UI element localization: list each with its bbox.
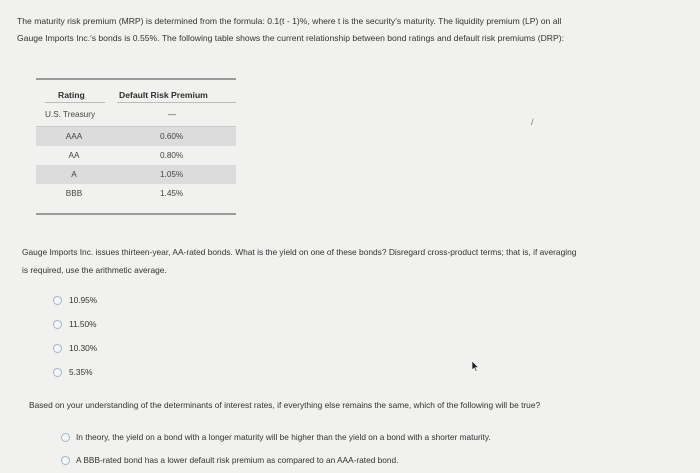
table-row	[36, 146, 236, 165]
question-2-prompt: Based on your understanding of the determinants of interest rates, if everything else remains the same, which of the following will be true?	[29, 400, 541, 410]
header-underline-drp	[117, 102, 236, 103]
q1-option-label: 11.50%	[69, 319, 97, 329]
q2-option-label: In theory, the yield on a bond with a longer maturity will be higher than the yield on a bond with a shorter maturity.	[76, 432, 491, 442]
question-1-line-2: is required, use the arithmetic average.	[22, 265, 167, 275]
q1-option-1[interactable]	[53, 295, 97, 305]
cell-rating: AAA	[65, 132, 83, 141]
cell-drp: 1.45%	[160, 189, 184, 198]
cell-drp: 0.80%	[160, 151, 184, 160]
header-rating: Rating	[58, 90, 85, 100]
radio-button[interactable]	[53, 368, 62, 377]
question-1-line-1: Gauge Imports Inc. issues thirteen-year, AA-rated bonds. What is the yield on one of these bonds? Disregard cross-product terms; that is, if averaging	[22, 247, 577, 257]
cell-drp: —	[168, 110, 177, 119]
q1-option-label: 5.35%	[69, 367, 93, 377]
q2-option-label: A BBB-rated bond has a lower default risk premium as compared to an AAA-rated bond.	[76, 455, 399, 465]
table-header	[36, 80, 236, 107]
cell-rating: U.S. Treasury	[45, 110, 96, 119]
q1-option-label: 10.95%	[69, 295, 98, 305]
q1-option-2[interactable]	[53, 319, 97, 329]
q1-option-3[interactable]	[53, 343, 97, 353]
table-bottom-rule	[36, 213, 236, 215]
q1-option-4[interactable]	[53, 367, 93, 377]
cell-drp: 0.60%	[160, 132, 184, 141]
radio-button[interactable]	[53, 320, 62, 329]
intro-line-2: Gauge Imports Inc.'s bonds is 0.55%. The following table shows the current relationship between bond ratings and default risk premiums (DRP):	[17, 33, 564, 43]
table-row	[36, 126, 236, 146]
table-row	[36, 165, 236, 184]
header-underline-rating	[45, 102, 105, 103]
radio-button[interactable]	[61, 456, 70, 465]
stray-tick-mark: /	[531, 117, 534, 127]
drp-table	[36, 78, 236, 215]
cell-drp: 1.05%	[160, 170, 184, 179]
q2-option-1[interactable]	[61, 432, 491, 442]
intro-paragraph	[17, 13, 689, 47]
header-default-risk-premium: Default Risk Premium	[119, 90, 208, 100]
cell-rating: A	[71, 170, 77, 179]
radio-button[interactable]	[53, 296, 62, 305]
mouse-pointer-icon	[472, 361, 479, 372]
question-1-text	[22, 243, 692, 279]
table-row	[36, 184, 236, 203]
q2-option-2[interactable]	[61, 455, 398, 465]
table-row	[36, 107, 236, 126]
q1-option-label: 10.30%	[69, 343, 98, 353]
cell-rating: BBB	[65, 189, 83, 198]
intro-line-1: The maturity risk premium (MRP) is determined from the formula: 0.1(t - 1)%, where t is the security's maturity. The liquidity premium (LP) on all	[17, 16, 562, 26]
cell-rating: AA	[68, 151, 80, 160]
radio-button[interactable]	[53, 344, 62, 353]
radio-button[interactable]	[61, 433, 70, 442]
